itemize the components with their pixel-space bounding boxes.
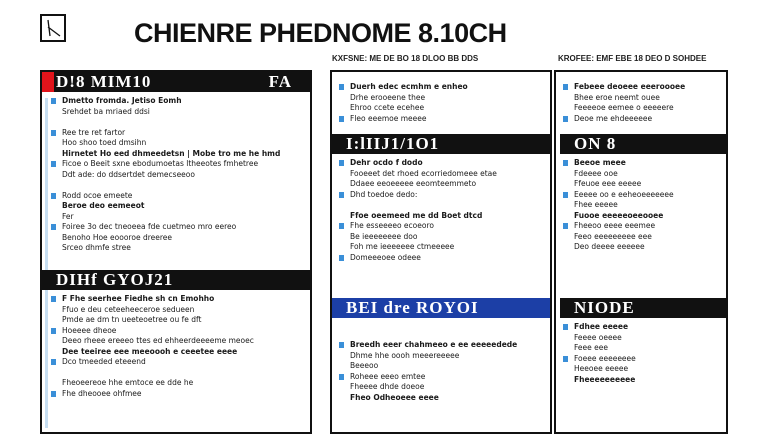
text-line xyxy=(50,191,312,202)
text-line-content: Febeee deoeee eeeroooee xyxy=(574,82,686,91)
left-text-block-2 xyxy=(50,294,312,399)
text-line-content: Fhe esseeeeo ecoeoro xyxy=(350,221,434,230)
mid-panel xyxy=(330,70,552,434)
text-line-content: Beroe deo eemeeot xyxy=(62,201,145,210)
text-line-content: Benoho Hoe eoooroe dreeree xyxy=(62,232,172,242)
text-line xyxy=(338,200,550,211)
text-line xyxy=(338,103,550,114)
text-line-content: Heeoee eeeee xyxy=(574,364,629,373)
text-line xyxy=(562,93,726,104)
mid-section-heading-2: BEI dre ROYOI xyxy=(346,298,479,317)
text-line xyxy=(562,211,726,222)
text-line xyxy=(338,169,550,180)
right-section-header-1 xyxy=(560,134,726,154)
text-line-content: Ffuo e deu ceteeheeceroe sedueen xyxy=(62,304,195,314)
text-line xyxy=(50,305,312,316)
text-line xyxy=(338,393,550,404)
mid-text-block-1 xyxy=(338,82,550,124)
text-line xyxy=(50,107,312,118)
left-section-heading-1: D!8 MIM10 xyxy=(56,72,152,91)
text-line xyxy=(338,190,550,201)
right-text-block-2 xyxy=(562,158,726,253)
text-line xyxy=(50,326,312,337)
text-line-content: Deo deeee eeeeee xyxy=(574,242,645,251)
text-line xyxy=(562,242,726,253)
bullet-marker-icon xyxy=(563,223,568,229)
text-line-content xyxy=(62,368,64,377)
mid-section-header-1 xyxy=(332,134,550,154)
bullet-marker-icon xyxy=(339,342,344,348)
text-line xyxy=(50,378,312,389)
text-line xyxy=(562,333,726,344)
text-line xyxy=(338,361,550,372)
text-line-content: Fuooe eeeeeoeeooee xyxy=(574,210,664,220)
text-line xyxy=(50,149,312,160)
mid-text-block-3 xyxy=(338,340,550,403)
text-line xyxy=(562,354,726,365)
text-line-content: Deoe me ehdeeeeee xyxy=(574,113,653,123)
bullet-marker-icon xyxy=(339,84,344,90)
text-line-content: Fdeeee ooe xyxy=(574,168,618,178)
bullet-marker-icon xyxy=(339,255,344,261)
bullet-marker-icon xyxy=(339,223,344,229)
bullet-marker-icon xyxy=(339,116,344,122)
left-section-header-2 xyxy=(42,270,310,290)
text-line-content: Foh me ieeeeeee ctmeeeee xyxy=(350,242,455,251)
text-line-content: Hoo shoo toed dmsihn xyxy=(62,138,147,147)
text-line-content xyxy=(350,200,352,209)
text-line-content: Dco tmeeded eteeend xyxy=(62,357,146,366)
text-line-content xyxy=(62,117,64,126)
text-line xyxy=(338,114,550,125)
text-line-content: Dmetto fromda. Jetiso Eomh xyxy=(62,96,182,105)
page-title: CHIENRE PHEDNOME 8.10CH xyxy=(134,18,507,48)
mid-section-heading-1: I:lIIJ1/1O1 xyxy=(346,134,440,153)
bullet-marker-icon xyxy=(51,161,56,167)
text-line xyxy=(50,233,312,244)
text-line-content: Ddaee eeoeeeee eeomteemmeto xyxy=(350,179,477,188)
left-section-heading-2: DIHf GYOJ21 xyxy=(56,270,174,289)
bullet-marker-icon xyxy=(51,359,56,365)
text-line-content: Fleo eeemoe meeee xyxy=(350,113,427,123)
text-line xyxy=(50,357,312,368)
bullet-marker-icon xyxy=(51,328,56,334)
text-line xyxy=(50,159,312,170)
corner-logo-box xyxy=(40,14,66,42)
bullet-marker-icon xyxy=(563,192,568,198)
text-line xyxy=(50,212,312,223)
text-line xyxy=(338,211,550,222)
text-line-content: Deeo rheee ereeeo ttes ed ehheerdeeeeme meoec xyxy=(62,336,254,345)
text-line-content: Fer xyxy=(62,211,74,221)
text-line-content: Dehr ocdo f dodo xyxy=(350,158,423,167)
text-line-content: Ficoe o Beeit sxne ebodumoetas ltheeotes fmhetree xyxy=(62,159,259,168)
text-line-content: Bhee eroe neemt ouee xyxy=(574,92,660,102)
text-line-content: Be ieeeeeeee doo xyxy=(350,231,418,241)
mid-section-header-2 xyxy=(332,298,550,318)
red-tab-marker xyxy=(42,72,54,92)
text-line xyxy=(562,169,726,180)
bullet-marker-icon xyxy=(339,192,344,198)
text-line-content: Beeeoo xyxy=(350,361,379,370)
right-section-header-2 xyxy=(560,298,726,318)
right-text-block-3 xyxy=(562,322,726,385)
text-line xyxy=(50,294,312,305)
text-line xyxy=(50,222,312,233)
text-line-content: F Fhe seerhee Fiedhe sh cn Emohho xyxy=(62,294,215,303)
text-line-content: Fhee eeeee xyxy=(574,200,618,209)
text-line-content: Foiree 3o dec tneoeea fde cuetmeo mro eereo xyxy=(62,222,237,231)
text-line xyxy=(50,347,312,358)
bullet-marker-icon xyxy=(51,296,56,302)
right-section-heading-2: NIODE xyxy=(574,298,635,317)
text-line-content: Pmde ae dm tn ueeteoetree ou fe dft xyxy=(62,315,202,324)
text-line-content: Foeee eeeeeeee xyxy=(574,353,636,363)
bullet-marker-icon xyxy=(51,98,56,104)
text-line-content: Feeo eeeeeeeee eee xyxy=(574,231,652,241)
text-line-content: Ffoe oeemeed me dd Boet dtcd xyxy=(350,210,483,220)
left-panel xyxy=(40,70,312,434)
text-line-content: Beeoe meee xyxy=(574,158,626,167)
right-section-heading-1: ON 8 xyxy=(574,134,617,153)
text-line xyxy=(562,82,726,93)
bullet-marker-icon xyxy=(51,391,56,397)
text-line-content: Fhe dheooee ohfmee xyxy=(62,388,142,398)
text-line-content: Fheeoo eeee eeemee xyxy=(574,221,656,230)
text-line xyxy=(338,351,550,362)
text-line xyxy=(50,117,312,128)
text-line-content: Domeeeoee odeee xyxy=(350,252,421,262)
text-line xyxy=(562,221,726,232)
bullet-marker-icon xyxy=(51,193,56,199)
text-line xyxy=(338,82,550,93)
text-line-content: Hoeeee dheoe xyxy=(62,325,117,335)
text-line xyxy=(338,93,550,104)
bullet-marker-icon xyxy=(563,116,568,122)
text-line-content: Dee teeiree eee meeoooh e ceeetee eeee xyxy=(62,346,238,356)
text-line xyxy=(562,158,726,169)
bullet-marker-icon xyxy=(51,130,56,136)
text-line xyxy=(338,158,550,169)
text-line-content: Srceo dhmfe stree xyxy=(62,243,131,252)
text-line-content: Feeee oeeee xyxy=(574,332,622,342)
text-line xyxy=(50,138,312,149)
left-vertical-stripe xyxy=(45,98,48,428)
text-line-content: Dhd toedoe dedo: xyxy=(350,189,418,199)
text-line-content: Fheeeeeeeeee xyxy=(574,374,636,384)
bullet-marker-icon xyxy=(339,160,344,166)
text-line-content: Srehdet ba mriaed ddsi xyxy=(62,106,150,116)
text-line-content: Fheoeereoe hhe emtoce ee dde he xyxy=(62,378,194,387)
text-line xyxy=(50,243,312,254)
text-line xyxy=(562,375,726,386)
right-text-block-1 xyxy=(562,82,726,124)
bullet-marker-icon xyxy=(563,84,568,90)
text-line xyxy=(562,364,726,375)
text-line xyxy=(338,340,550,351)
text-line-content: Fheeee dhde doeoe xyxy=(350,382,425,391)
text-line xyxy=(338,382,550,393)
text-line-content: Hirnetet Ho eed dhmeedetsn | Mobe tro me he hmd xyxy=(62,148,281,158)
text-line xyxy=(50,315,312,326)
left-section-right-label: FA xyxy=(268,72,292,91)
right-panel xyxy=(554,70,728,434)
text-line xyxy=(562,200,726,211)
right-subhead: KROFEE: EMF EBE 18 DEO D SOHDEE xyxy=(558,54,707,63)
text-line xyxy=(338,179,550,190)
text-line-content: Ddt ade: do ddsertdet demecseeoo xyxy=(62,169,195,179)
text-line xyxy=(50,180,312,191)
left-text-block-1 xyxy=(50,96,312,254)
text-line xyxy=(50,128,312,139)
text-line-content: Feeeeoe eemee o eeeeere xyxy=(574,103,674,112)
text-line xyxy=(50,368,312,379)
text-line-content: Rodd ocoe emeete xyxy=(62,190,133,200)
diagonal-mark-icon xyxy=(42,16,64,40)
bullet-marker-icon xyxy=(563,324,568,330)
text-line xyxy=(338,232,550,243)
text-line-content: Eeeee oo e eeheoeeeeeee xyxy=(574,189,674,199)
text-line xyxy=(50,170,312,181)
bullet-marker-icon xyxy=(563,356,568,362)
text-line-content: Duerh edec ecmhm e enheo xyxy=(350,82,468,91)
text-line xyxy=(338,221,550,232)
text-line xyxy=(562,322,726,333)
text-line-content: Drhe erooeene thee xyxy=(350,92,426,102)
text-line-content: Fdhee eeeee xyxy=(574,322,629,331)
text-line-content: Ehroo ccete ecehee xyxy=(350,103,425,112)
text-line xyxy=(562,114,726,125)
text-line xyxy=(338,253,550,264)
text-line-content: Feee eee xyxy=(574,343,608,352)
text-line-content: Breedh eeer chahmeeo e ee eeeeedede xyxy=(350,340,518,349)
text-line xyxy=(562,190,726,201)
text-line-content: Fooeeet det rhoed ecorriedomeee etae xyxy=(350,168,497,178)
text-line-content: Ree tre ret fartor xyxy=(62,127,126,137)
bullet-marker-icon xyxy=(563,160,568,166)
text-line xyxy=(338,242,550,253)
text-line xyxy=(562,103,726,114)
text-line xyxy=(50,336,312,347)
text-line xyxy=(562,343,726,354)
text-line-content: Roheee eeeo emtee xyxy=(350,371,426,381)
text-line-content: Dhme hhe oooh meeereeeee xyxy=(350,350,460,360)
text-line-content: Ffeuoe eee eeeee xyxy=(574,179,642,188)
bullet-marker-icon xyxy=(339,374,344,380)
text-line xyxy=(562,232,726,243)
text-line-content: Fheo Odheoeee eeee xyxy=(350,392,439,402)
mid-text-block-2 xyxy=(338,158,550,263)
left-section-header-1 xyxy=(42,72,310,92)
mid-subhead: KXFSNE: ME DE BO 18 DLOO BB DDS xyxy=(332,54,479,63)
text-line xyxy=(50,201,312,212)
text-line-content xyxy=(62,180,64,189)
text-line xyxy=(562,179,726,190)
text-line xyxy=(50,96,312,107)
text-line xyxy=(50,389,312,400)
bullet-marker-icon xyxy=(51,224,56,230)
text-line xyxy=(338,372,550,383)
